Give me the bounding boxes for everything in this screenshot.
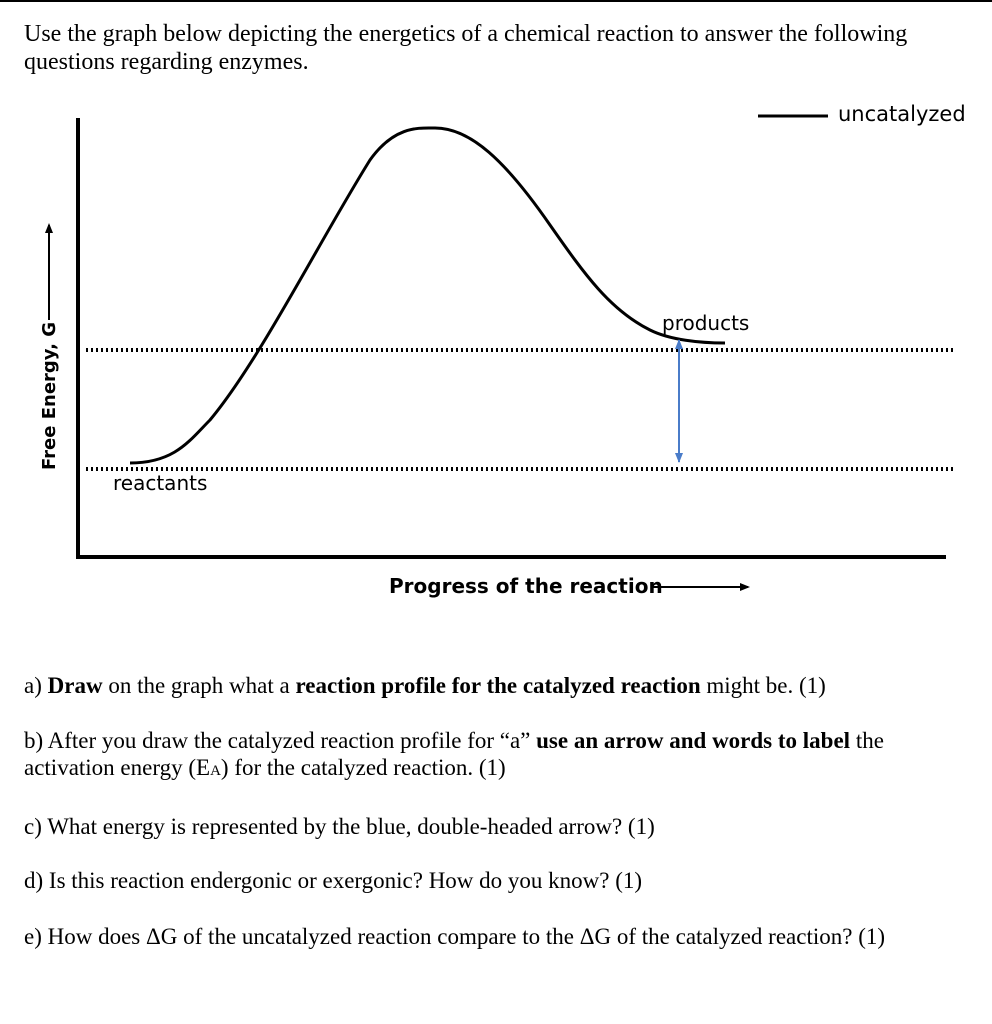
question-c: c) What energy is represented by the blue, double-headed arrow? (1) [24, 814, 655, 839]
y-axis-label-group [39, 225, 60, 470]
legend-label: uncatalyzed [838, 102, 966, 126]
products-label: products [662, 311, 750, 335]
y-axis-label: Free Energy, G [39, 322, 60, 470]
reactants-label: reactants [113, 471, 208, 495]
question-a: a) Draw on the graph what a reaction profile for the catalyzed reaction might be. (1) [24, 673, 826, 698]
uncatalyzed-curve [130, 128, 725, 463]
question-d: d) Is this reaction endergonic or exergonic? How do you know? (1) [24, 868, 643, 893]
intro-text: Use the graph below depicting the energetics of a chemical reaction to answer the following questions regarding enzymes. [24, 21, 908, 75]
question-b: b) After you draw the catalyzed reaction profile for “a” use an arrow and words to label the activation energy (EA) for the catalyzed reaction. (1) [24, 728, 884, 780]
x-axis-label: Progress of the reaction [389, 574, 663, 598]
question-e: e) How does ΔG of the uncatalyzed reaction compare to the ΔG of the catalyzed reaction? (1) [24, 924, 886, 949]
